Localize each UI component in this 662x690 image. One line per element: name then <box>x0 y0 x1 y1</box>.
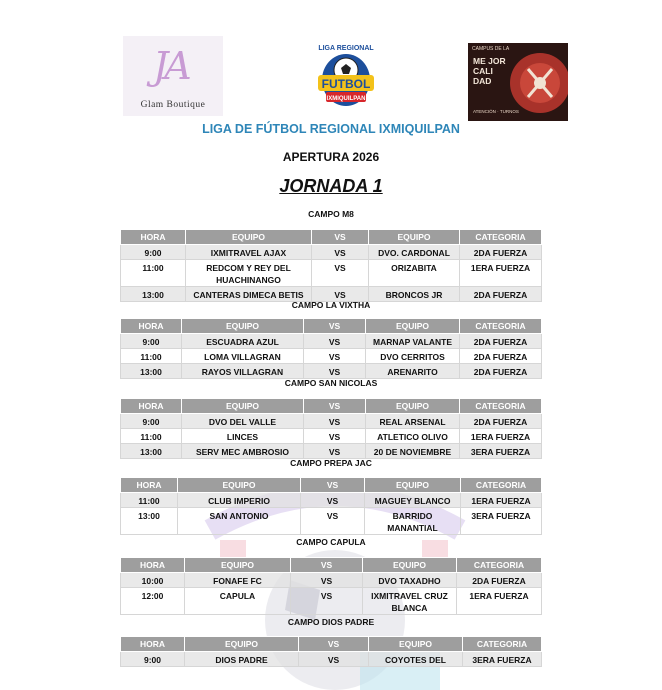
home-team: SAN ANTONIO <box>178 508 301 535</box>
league-title: LIGA DE FÚTBOL REGIONAL IXMIQUILPAN <box>202 122 460 136</box>
campus-line3: ATENCIÓN · TURNOS <box>473 109 519 114</box>
category: 3ERA FUERZA <box>463 652 542 667</box>
match-time: 11:00 <box>121 349 182 364</box>
header-equipo-visitante: EQUIPO <box>365 478 461 493</box>
home-team: ESCUADRA AZUL <box>182 334 304 349</box>
table-header <box>121 558 542 573</box>
match-time: 11:00 <box>121 260 186 287</box>
header-equipo-local: EQUIPO <box>185 637 299 652</box>
league-logo-main: FUTBOL <box>321 77 371 91</box>
table-header <box>121 230 542 245</box>
category: 1ERA FUERZA <box>461 493 542 508</box>
header-vs: VS <box>301 478 365 493</box>
match-time: 10:00 <box>121 573 185 588</box>
header-equipo-visitante: EQUIPO <box>363 558 457 573</box>
header-categoria: CATEGORIA <box>460 319 542 334</box>
category: 2DA FUERZA <box>460 334 542 349</box>
versus: VS <box>312 260 369 287</box>
versus: VS <box>304 444 366 459</box>
field-title: CAMPO LA VIXTHA <box>291 300 371 310</box>
table-header <box>121 319 542 334</box>
season-title: APERTURA 2026 <box>282 150 380 164</box>
versus: VS <box>304 334 366 349</box>
match-time: 13:00 <box>121 287 186 302</box>
header-vs: VS <box>304 319 366 334</box>
away-team: DVO. CARDONAL <box>369 245 460 260</box>
field-title: CAMPO SAN NICOLAS <box>284 378 378 388</box>
header-equipo-local: EQUIPO <box>182 399 304 414</box>
category: 1ERA FUERZA <box>457 588 542 615</box>
versus: VS <box>301 508 365 535</box>
header-hora: HORA <box>121 478 178 493</box>
fixtures-table <box>120 557 542 615</box>
home-team: DIOS PADRE <box>185 652 299 667</box>
versus: VS <box>304 414 366 429</box>
versus: VS <box>304 349 366 364</box>
category: 1ERA FUERZA <box>460 429 542 444</box>
home-team: CANTERAS DIMECA BETIS <box>186 287 312 302</box>
header-vs: VS <box>312 230 369 245</box>
table-row <box>121 245 542 260</box>
field-title: CAMPO M8 <box>308 209 354 219</box>
match-time: 9:00 <box>121 414 182 429</box>
table-row <box>121 652 542 667</box>
fixtures-table <box>120 477 542 535</box>
header-equipo-visitante: EQUIPO <box>369 637 463 652</box>
header-vs: VS <box>291 558 363 573</box>
header-categoria: CATEGORIA <box>460 230 542 245</box>
header-equipo-local: EQUIPO <box>185 558 291 573</box>
home-team: REDCOM Y REY DEL HUACHINANGO <box>186 260 312 287</box>
header-equipo-visitante: EQUIPO <box>369 230 460 245</box>
header-categoria: CATEGORIA <box>460 399 542 414</box>
header-categoria: CATEGORIA <box>463 637 542 652</box>
header-equipo-local: EQUIPO <box>182 319 304 334</box>
away-team: DVO CERRITOS <box>366 349 460 364</box>
header-categoria: CATEGORIA <box>461 478 542 493</box>
home-team: SERV MEC AMBROSIO <box>182 444 304 459</box>
match-time: 11:00 <box>121 429 182 444</box>
round-title: JORNADA 1 <box>279 176 383 196</box>
away-team: ARENARITO <box>366 364 460 379</box>
match-time: 12:00 <box>121 588 185 615</box>
header-hora: HORA <box>121 230 186 245</box>
category: 1ERA FUERZA <box>460 260 542 287</box>
versus: VS <box>291 573 363 588</box>
versus: VS <box>301 493 365 508</box>
away-team: MARNAP VALANTE <box>366 334 460 349</box>
table-row <box>121 573 542 588</box>
category: 2DA FUERZA <box>460 287 542 302</box>
field-title: CAMPO CAPULA <box>296 537 366 547</box>
away-team: 20 DE NOVIEMBRE <box>366 444 460 459</box>
away-team: BRONCOS JR <box>369 287 460 302</box>
fixtures-table <box>120 229 542 302</box>
category: 2DA FUERZA <box>460 414 542 429</box>
match-time: 9:00 <box>121 334 182 349</box>
versus: VS <box>312 245 369 260</box>
match-time: 13:00 <box>121 364 182 379</box>
away-team: REAL ARSENAL <box>366 414 460 429</box>
field-title: CAMPO PREPA JAC <box>290 458 372 468</box>
home-team: LOMA VILLAGRAN <box>182 349 304 364</box>
category: 3ERA FUERZA <box>460 444 542 459</box>
home-team: LINCES <box>182 429 304 444</box>
glam-monogram: JA <box>153 44 188 88</box>
header-equipo-visitante: EQUIPO <box>366 399 460 414</box>
table-row <box>121 260 542 287</box>
glam-boutique-logo <box>123 36 223 116</box>
header-equipo-visitante: EQUIPO <box>366 319 460 334</box>
fixtures-table <box>120 318 542 379</box>
table-row <box>121 429 542 444</box>
table-row <box>121 364 542 379</box>
header-hora: HORA <box>121 558 185 573</box>
category: 2DA FUERZA <box>460 364 542 379</box>
away-team: DVO TAXADHO <box>363 573 457 588</box>
away-team: ATLETICO OLIVO <box>366 429 460 444</box>
header-equipo-local: EQUIPO <box>186 230 312 245</box>
match-time: 11:00 <box>121 493 178 508</box>
header-equipo-local: EQUIPO <box>178 478 301 493</box>
table-row <box>121 444 542 459</box>
glam-name: Glam Boutique <box>140 100 206 110</box>
league-logo <box>313 40 379 112</box>
category: 2DA FUERZA <box>457 573 542 588</box>
away-team: ORIZABITA <box>369 260 460 287</box>
match-time: 13:00 <box>121 444 182 459</box>
header-hora: HORA <box>121 319 182 334</box>
field-title: CAMPO DIOS PADRE <box>287 617 375 627</box>
header-hora: HORA <box>121 637 185 652</box>
table-row <box>121 349 542 364</box>
match-time: 9:00 <box>121 652 185 667</box>
match-time: 9:00 <box>121 245 186 260</box>
table-row <box>121 508 542 535</box>
campus-line2: ME JOR CALI DAD <box>473 56 506 86</box>
table-header <box>121 637 542 652</box>
home-team: FONAFE FC <box>185 573 291 588</box>
league-logo-top: LIGA REGIONAL <box>318 45 374 52</box>
campus-logo <box>468 43 568 121</box>
header-vs: VS <box>304 399 366 414</box>
versus: VS <box>312 287 369 302</box>
category: 2DA FUERZA <box>460 245 542 260</box>
table-row <box>121 414 542 429</box>
header-vs: VS <box>299 637 369 652</box>
versus: VS <box>299 652 369 667</box>
category: 2DA FUERZA <box>460 349 542 364</box>
home-team: DVO DEL VALLE <box>182 414 304 429</box>
fixtures-table <box>120 398 542 459</box>
versus: VS <box>304 364 366 379</box>
table-row <box>121 334 542 349</box>
away-team: MAGUEY BLANCO <box>365 493 461 508</box>
home-team: IXMITRAVEL AJAX <box>186 245 312 260</box>
away-team: COYOTES DEL <box>369 652 463 667</box>
table-row <box>121 588 542 615</box>
fixtures-table <box>120 636 542 667</box>
home-team: CLUB IMPERIO <box>178 493 301 508</box>
away-team: IXMITRAVEL CRUZ BLANCA <box>363 588 457 615</box>
category: 3ERA FUERZA <box>461 508 542 535</box>
home-team: CAPULA <box>185 588 291 615</box>
versus: VS <box>291 588 363 615</box>
away-team: BARRIDO MANANTIAL <box>365 508 461 535</box>
header-hora: HORA <box>121 399 182 414</box>
league-logo-bottom: IXMIQUILPAN <box>326 96 366 102</box>
campus-line1: CAMPUS DE LA <box>472 46 510 52</box>
table-header <box>121 478 542 493</box>
table-row <box>121 493 542 508</box>
table-header <box>121 399 542 414</box>
match-time: 13:00 <box>121 508 178 535</box>
header-categoria: CATEGORIA <box>457 558 542 573</box>
home-team: RAYOS VILLAGRAN <box>182 364 304 379</box>
versus: VS <box>304 429 366 444</box>
